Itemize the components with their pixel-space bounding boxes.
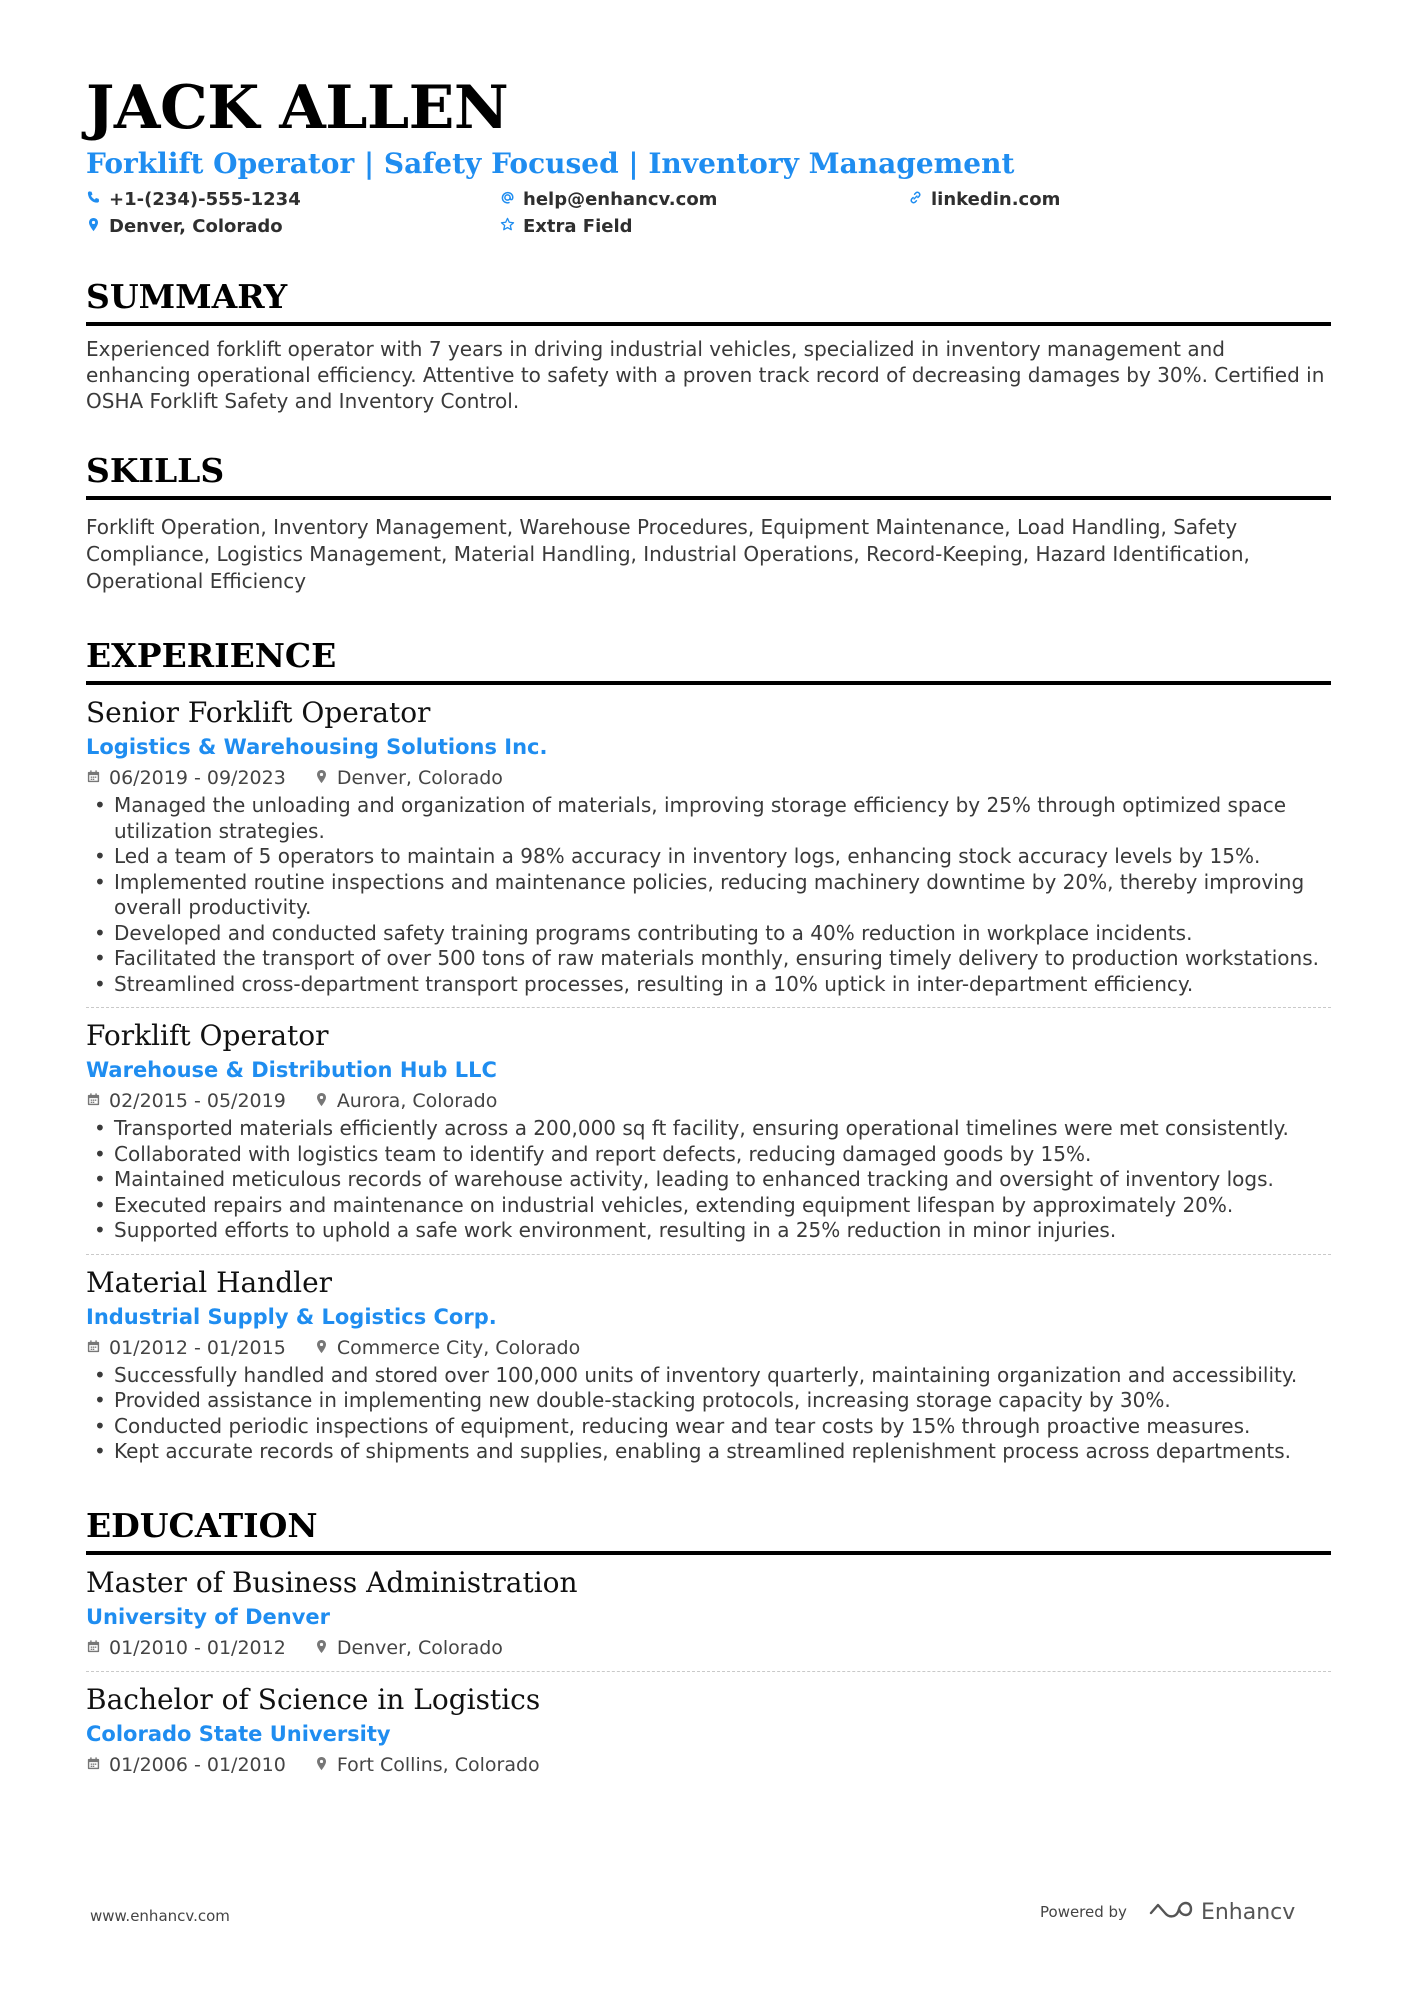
education-entry bbox=[86, 1565, 1331, 1661]
education-meta bbox=[86, 1635, 1331, 1661]
calendar-icon bbox=[86, 765, 109, 791]
job-bullets bbox=[86, 1116, 1331, 1244]
list-item: • Transported materials efficiently across a 200,000 sq ft facility, ensuring operational timelines were met consistently. bbox=[86, 1116, 1331, 1142]
calendar-icon bbox=[86, 1088, 109, 1114]
list-item: • Streamlined cross-department transport processes, resulting in a 10% uptick in inter-department efficiency. bbox=[86, 972, 1331, 998]
location-pin-icon bbox=[314, 1635, 337, 1661]
list-item: • Maintained meticulous records of warehouse activity, leading to enhanced tracking and oversight of inventory logs. bbox=[86, 1167, 1331, 1193]
job-location: Commerce City, Colorado bbox=[336, 1336, 581, 1359]
job-location: Aurora, Colorado bbox=[336, 1090, 498, 1112]
list-item: • Successfully handled and stored over 100,000 units of inventory quarterly, maintaining organization and accessibility. bbox=[86, 1363, 1331, 1389]
list-item: • Developed and conducted safety training programs contributing to a 40% reduction in workplace incidents. bbox=[86, 921, 1331, 947]
school-name: Colorado State University bbox=[86, 1721, 391, 1746]
footer-website[interactable]: www.enhancv.com bbox=[90, 1907, 230, 1925]
list-item: • Supported efforts to uphold a safe work environment, resulting in a 25% reduction in minor injuries. bbox=[86, 1218, 1331, 1244]
education-location: Denver, Colorado bbox=[336, 1636, 503, 1659]
education-heading: EDUCATION bbox=[86, 1505, 1331, 1555]
list-item: • Kept accurate records of shipments and supplies, enabling a streamlined replenishment process across departments. bbox=[86, 1439, 1331, 1465]
calendar-icon bbox=[86, 1752, 109, 1778]
contact-phone[interactable]: +1-(234)-555-1234 bbox=[86, 186, 301, 212]
job-role: Material Handler bbox=[86, 1265, 333, 1299]
skills-section bbox=[86, 450, 1331, 595]
experience-heading: EXPERIENCE bbox=[86, 635, 1331, 685]
calendar-icon bbox=[86, 1635, 109, 1661]
job-location: Denver, Colorado bbox=[336, 767, 503, 789]
at-icon bbox=[500, 189, 523, 210]
list-item: • Facilitated the transport of over 500 tons of raw materials monthly, ensuring timely delivery to production workstations. bbox=[86, 946, 1331, 972]
contact-location: Denver, Colorado bbox=[86, 213, 283, 239]
summary-section bbox=[86, 276, 1331, 414]
contact-email[interactable]: help@enhancv.com bbox=[500, 186, 717, 212]
school-name: University of Denver bbox=[86, 1604, 331, 1629]
powered-by-label: Powered by bbox=[1040, 1903, 1127, 1921]
job-company: Logistics & Warehousing Solutions Inc. bbox=[86, 735, 548, 759]
experience-entry bbox=[86, 1018, 1331, 1244]
candidate-name: JACK ALLEN bbox=[86, 73, 509, 143]
job-bullets bbox=[86, 793, 1331, 997]
list-item: • Executed repairs and maintenance on industrial vehicles, extending equipment lifespan by approximately 20%. bbox=[86, 1193, 1331, 1219]
enhancv-logo-text: Enhancv bbox=[1200, 1899, 1296, 1925]
list-item: • Conducted periodic inspections of equipment, reducing wear and tear costs by 15% through proactive measures. bbox=[86, 1414, 1331, 1440]
entry-divider bbox=[86, 1254, 1331, 1255]
experience-section bbox=[86, 635, 1331, 1465]
candidate-title: Forklift Operator | Safety Focused | Inventory Management bbox=[86, 147, 1015, 180]
list-item: • Collaborated with logistics team to identify and report defects, reducing damaged goods by 15%. bbox=[86, 1142, 1331, 1168]
enhancv-logo[interactable] bbox=[1149, 1898, 1295, 1926]
footer-powered-by bbox=[1040, 1898, 1295, 1926]
job-company: Warehouse & Distribution Hub LLC bbox=[86, 1058, 497, 1082]
list-item: • Led a team of 5 operators to maintain a 98% accuracy in inventory logs, enhancing stock accuracy levels by 15%. bbox=[86, 844, 1331, 870]
job-bullets bbox=[86, 1363, 1331, 1465]
job-dates: 02/2015 - 05/2019 bbox=[109, 1090, 286, 1112]
star-icon bbox=[500, 216, 523, 237]
location-pin-icon bbox=[314, 765, 337, 791]
phone-icon bbox=[86, 189, 109, 210]
experience-entry bbox=[86, 695, 1331, 997]
summary-heading: SUMMARY bbox=[86, 276, 1331, 326]
contact-linkedin[interactable]: linkedin.com bbox=[908, 186, 1060, 212]
education-location: Fort Collins, Colorado bbox=[336, 1753, 540, 1776]
location-pin-icon bbox=[314, 1088, 337, 1114]
contact-info bbox=[86, 186, 1331, 240]
calendar-icon bbox=[86, 1335, 109, 1361]
job-dates: 01/2012 - 01/2015 bbox=[109, 1336, 286, 1359]
job-role: Forklift Operator bbox=[86, 1019, 329, 1052]
list-item: • Implemented routine inspections and maintenance policies, reducing machinery downtime by 20%, thereby improving overall productivity. bbox=[86, 870, 1331, 921]
skills-heading: SKILLS bbox=[86, 450, 1331, 500]
location-pin-icon bbox=[314, 1752, 337, 1778]
link-icon bbox=[908, 189, 931, 210]
job-meta bbox=[86, 765, 1331, 791]
job-dates: 06/2019 - 09/2023 bbox=[109, 767, 286, 789]
education-dates: 01/2006 - 01/2010 bbox=[109, 1753, 286, 1776]
education-dates: 01/2010 - 01/2012 bbox=[109, 1636, 286, 1659]
contact-extra: Extra Field bbox=[500, 213, 633, 239]
location-pin-icon bbox=[86, 216, 109, 237]
enhancv-logo-icon bbox=[1149, 1898, 1201, 1926]
job-meta bbox=[86, 1088, 1331, 1114]
education-meta bbox=[86, 1752, 1331, 1778]
list-item: • Managed the unloading and organization of materials, improving storage efficiency by 25% through optimized space utilization strategies. bbox=[86, 793, 1331, 844]
job-role: Senior Forklift Operator bbox=[86, 696, 431, 729]
degree-title: Master of Business Administration bbox=[86, 1565, 578, 1599]
job-meta bbox=[86, 1335, 1331, 1361]
education-entry bbox=[86, 1682, 1331, 1778]
skills-text: Forklift Operation, Inventory Management, Warehouse Procedures, Equipment Maintenance, Load Handling, Safety Compliance, Logistics Management, Material Handling, Industrial Operations, Record-Keeping, Hazard Identification, Operational Efficiency bbox=[86, 515, 1250, 593]
experience-entry bbox=[86, 1265, 1331, 1465]
location-pin-icon bbox=[314, 1335, 337, 1361]
degree-title: Bachelor of Science in Logistics bbox=[86, 1682, 541, 1716]
list-item: • Provided assistance in implementing new double-stacking protocols, increasing storage capacity by 30%. bbox=[86, 1388, 1331, 1414]
job-company: Industrial Supply & Logistics Corp. bbox=[86, 1304, 497, 1329]
education-section bbox=[86, 1505, 1331, 1778]
summary-text: Experienced forklift operator with 7 years in driving industrial vehicles, specialized in inventory management and enhancing operational efficiency. Attentive to safety with a proven track record of decreasing damages by 30%. Certified in OSHA Forklift Safety and Inventory Control. bbox=[86, 337, 1325, 413]
resume-content bbox=[86, 72, 1331, 1778]
entry-divider bbox=[86, 1007, 1331, 1008]
resume-header bbox=[86, 72, 1331, 240]
entry-divider bbox=[86, 1671, 1331, 1672]
